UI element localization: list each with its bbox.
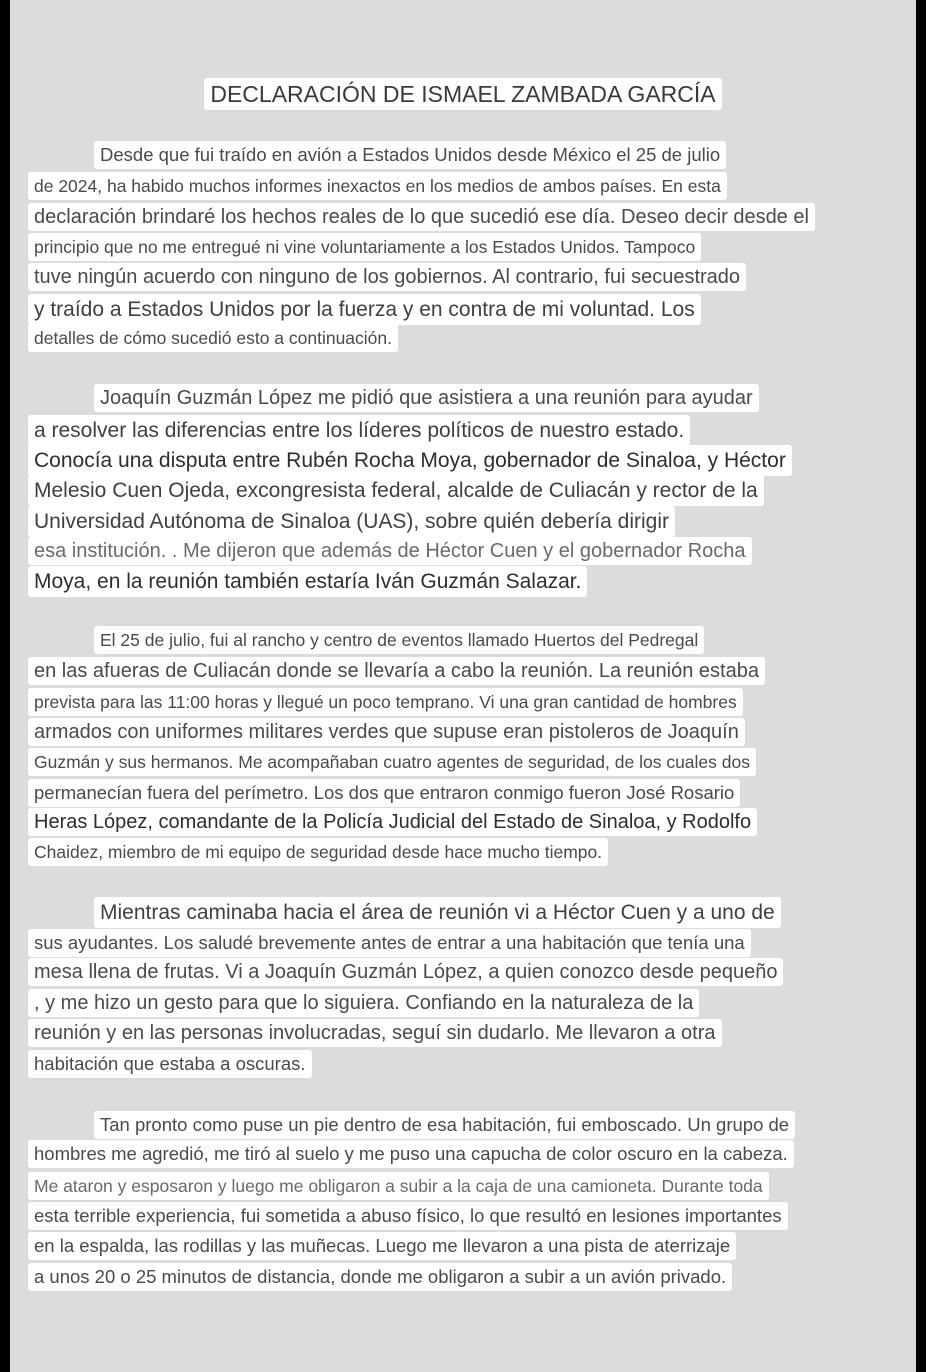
text-line: en las afueras de Culiacán donde se llevaría a cabo la reunión. La reunión estaba — [28, 657, 765, 685]
text-line: a resolver las diferencias entre los líderes políticos de nuestro estado. — [28, 415, 690, 446]
text-line: permanecían fuera del perímetro. Los dos que entraron conmigo fueron José Rosario — [28, 779, 740, 807]
text-line: Universidad Autónoma de Sinaloa (UAS), sobre quién debería dirigir — [28, 506, 675, 537]
text-line: , y me hizo un gesto para que lo siguiera. Confiando en la naturaleza de la — [28, 989, 699, 1017]
text-line: en la espalda, las rodillas y las muñecas. Luego me llevaron a una pista de aterrizaje — [28, 1232, 736, 1260]
text-line: Mientras caminaba hacia el área de reunión vi a Héctor Cuen y a uno de — [94, 897, 781, 928]
text-line: prevista para las 11:00 horas y llegué un poco temprano. Vi una gran cantidad de hombres — [28, 688, 743, 716]
text-line: a unos 20 o 25 minutos de distancia, donde me obligaron a subir a un avión privado. — [28, 1263, 732, 1291]
text-line: Moya, en la reunión también estaría Iván Guzmán Salazar. — [28, 566, 587, 597]
text-line: Joaquín Guzmán López me pidió que asistiera a una reunión para ayudar — [94, 384, 759, 412]
text-line: Heras López, comandante de la Policía Judicial del Estado de Sinaloa, y Rodolfo — [28, 808, 757, 836]
text-line: y traído a Estados Unidos por la fuerza y en contra de mi voluntad. Los — [28, 294, 701, 325]
document-title: DECLARACIÓN DE ISMAEL ZAMBADA GARCÍA — [204, 78, 721, 110]
text-line: Chaidez, miembro de mi equipo de seguridad desde hace mucho tiempo. — [28, 838, 608, 866]
text-line: de 2024, ha habido muchos informes inexactos en los medios de ambos países. En esta — [28, 172, 727, 200]
text-line: Guzmán y sus hermanos. Me acompañaban cuatro agentes de seguridad, de los cuales dos — [28, 748, 756, 776]
text-line: habitación que estaba a oscuras. — [28, 1050, 312, 1078]
document-title-row — [10, 78, 916, 110]
text-line: principio que no me entregué ni vine voluntariamente a los Estados Unidos. Tampoco — [28, 233, 701, 261]
text-line: sus ayudantes. Los saludé brevemente antes de entrar a una habitación que tenía una — [28, 929, 751, 957]
text-line: Desde que fui traído en avión a Estados Unidos desde México el 25 de julio — [94, 141, 726, 169]
text-line: El 25 de julio, fui al rancho y centro de eventos llamado Huertos del Pedregal — [94, 626, 704, 654]
document-page — [10, 0, 916, 1372]
text-line: mesa llena de frutas. Vi a Joaquín Guzmán López, a quien conozco desde pequeño — [28, 958, 783, 986]
text-line: Tan pronto como puse un pie dentro de esa habitación, fui emboscado. Un grupo de — [94, 1111, 795, 1139]
text-line: reunión y en las personas involucradas, seguí sin dudarlo. Me llevaron a otra — [28, 1019, 722, 1047]
text-line: hombres me agredió, me tiró al suelo y me puso una capucha de color oscuro en la cabeza. — [28, 1140, 794, 1168]
text-line: detalles de cómo sucedió esto a continuación. — [28, 324, 398, 352]
text-line: esa institución. . Me dijeron que además de Héctor Cuen y el gobernador Rocha — [28, 537, 752, 565]
text-line: Me ataron y esposaron y luego me obligaron a subir a la caja de una camioneta. Durante toda — [28, 1172, 769, 1200]
text-line: Melesio Cuen Ojeda, excongresista federal, alcalde de Culiacán y rector de la — [28, 475, 764, 506]
text-line: Conocía una disputa entre Rubén Rocha Moya, gobernador de Sinaloa, y Héctor — [28, 445, 792, 476]
text-line: armados con uniformes militares verdes que supuse eran pistoleros de Joaquín — [28, 718, 745, 746]
text-line: esta terrible experiencia, fui sometida a abuso físico, lo que resultó en lesiones importantes — [28, 1202, 788, 1230]
text-line: declaración brindaré los hechos reales de lo que sucedió ese día. Deseo decir desde el — [28, 203, 815, 231]
text-line: tuve ningún acuerdo con ninguno de los gobiernos. Al contrario, fui secuestrado — [28, 263, 746, 291]
